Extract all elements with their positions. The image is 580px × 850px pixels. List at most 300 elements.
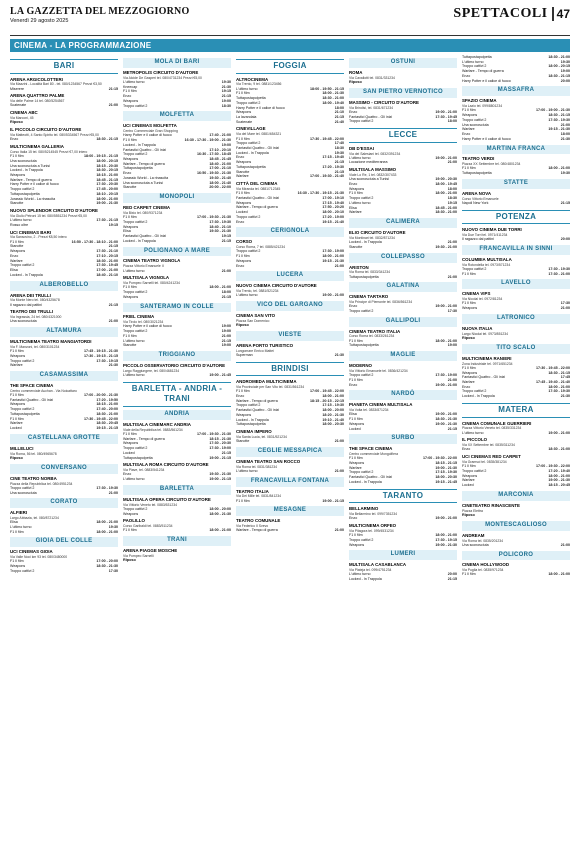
cinema-name: PIANETA CINEMA MULTISALA bbox=[349, 402, 413, 408]
film-title: Stanotte bbox=[10, 201, 24, 206]
showtime-row bbox=[462, 201, 570, 206]
showtime-row bbox=[10, 87, 118, 92]
city-heading: POLICORO bbox=[462, 551, 570, 561]
film-title: Warfare - Tempo di guerra bbox=[236, 398, 278, 403]
film-title: F1 Il film bbox=[123, 138, 137, 143]
show-hours: 17:30 - 20:30 bbox=[209, 441, 231, 446]
city-heading: OSTUNI bbox=[349, 58, 457, 68]
cinema-name: COLUMBIA MULTISALA bbox=[462, 256, 512, 262]
cinema-name: DB D'ESSAI bbox=[349, 145, 374, 151]
cinema-name: BELLARMINO bbox=[349, 506, 379, 512]
film-title: Tuttapostapolpetta bbox=[236, 164, 266, 169]
show-hours: 17:00 - 19:45 - 22:00 bbox=[310, 389, 344, 394]
show-hours: 21:15 bbox=[334, 160, 344, 165]
showtime-row bbox=[236, 293, 344, 298]
film-title: Una sconosciuta a Tunisi bbox=[349, 177, 389, 182]
cinema-name: MULTISALA ROMA CIRCUITO D'AUTORE bbox=[123, 462, 209, 468]
show-hours: 19:00 - 21:15 bbox=[209, 477, 231, 482]
show-hours: 18:30 - 21:15 bbox=[96, 137, 118, 142]
show-hours: 17:00 - 19:30 - 21:40 bbox=[310, 174, 344, 179]
show-hours: 17:50 - 20:20 bbox=[322, 205, 344, 210]
city-heading: SAN PIETRO VERNOTICO bbox=[349, 88, 457, 98]
show-hours: 18:00 - 20:00 bbox=[322, 408, 344, 413]
show-hours: 17:20 - 19:30 bbox=[322, 164, 344, 169]
film-title: Troppo cattivi 2 bbox=[10, 407, 35, 412]
show-hours: 21:00 bbox=[221, 333, 231, 338]
film-title: Troppo cattivi 2 bbox=[349, 373, 374, 378]
cinema-address: Via Volta tel. 0833/871234 bbox=[349, 408, 389, 413]
show-hours: 17:40 - 20:00 bbox=[96, 407, 118, 412]
showtime-row bbox=[349, 516, 457, 521]
film-title: Locked - In Trappola bbox=[462, 394, 495, 399]
cinema-address: Piazza San Domenico bbox=[236, 318, 270, 323]
show-hours: 17:30 bbox=[560, 301, 570, 306]
cinema-name: ARENA DEI TRULLI bbox=[10, 292, 51, 298]
closed-note: Riposo bbox=[462, 335, 475, 340]
show-hours: 18:30 - 21:00 bbox=[548, 55, 570, 59]
cinema-name: TEATRO ITALIA bbox=[236, 488, 269, 494]
film-title: L'ultimo turno bbox=[123, 338, 145, 343]
show-hours: 18:30 - 21:00 bbox=[96, 411, 118, 416]
cinema-address: Via Lazio tel. 099/8801234 bbox=[462, 104, 503, 109]
cinema-address: Corso Roma tel. 0833/261234 bbox=[349, 334, 395, 339]
showtime-row bbox=[349, 309, 457, 314]
film-title: F1 Il film bbox=[462, 572, 476, 577]
show-hours: 18:15 - 21:30 bbox=[209, 436, 231, 441]
city-heading: GALLIPOLI bbox=[349, 317, 457, 327]
show-hours: 19:00 - 21:15 bbox=[322, 498, 344, 503]
show-hours: 20:00 - 22:00 bbox=[209, 185, 231, 190]
showtime-row bbox=[349, 427, 457, 432]
show-hours: 17:30 - 19:15 bbox=[96, 358, 118, 363]
show-hours: 17:30 - 19:45 bbox=[96, 263, 118, 268]
show-hours: 18:00 - 19:40 bbox=[322, 100, 344, 105]
show-hours: 18:20 - 21:30 bbox=[322, 412, 344, 417]
show-hours: 19:15 bbox=[221, 89, 231, 94]
film-title: Enzo bbox=[349, 182, 358, 187]
film-title: Weapons bbox=[10, 402, 26, 407]
show-hours: 18:30 - 20:45 bbox=[96, 421, 118, 426]
film-title: Enzo bbox=[236, 219, 245, 224]
film-title: Miserere bbox=[10, 86, 24, 91]
film-title: Troppo cattivi 2 bbox=[349, 119, 374, 124]
cinema-address: Via Vittorio Emanuele tel. 0836/421234 bbox=[349, 368, 408, 373]
film-title: Enzo bbox=[236, 263, 245, 268]
film-title: L'ultimo turno bbox=[349, 572, 371, 577]
cinema-name: CINE TEATRO NORBA bbox=[10, 475, 57, 481]
showtime-row bbox=[349, 577, 457, 582]
cinema-name: ANDREAM bbox=[462, 532, 485, 538]
cinema-address: Largo Abbazia, tel. 080/8721234 bbox=[10, 515, 59, 520]
city-heading: LUCERA bbox=[236, 271, 344, 281]
film-title: Jurassic World - La rinascita bbox=[10, 196, 56, 201]
cinema-name: TEATRO COMUNALE bbox=[236, 518, 281, 524]
show-hours: 17:30 - 19:45 - 22:00 bbox=[84, 416, 118, 421]
showtime-row bbox=[462, 483, 570, 488]
show-hours: 18:30 - 21:15 bbox=[548, 73, 570, 78]
film-title: Tuttapostapolpetta bbox=[349, 343, 379, 348]
show-hours: 17:30 bbox=[447, 309, 457, 313]
cinema-name: MILLELUCI bbox=[10, 445, 34, 451]
film-title: Locked - In Trappola bbox=[349, 576, 382, 581]
show-hours: 20:00 bbox=[560, 78, 570, 83]
show-hours: 17:30 - 19:15 bbox=[435, 537, 457, 542]
show-hours: 18:30 bbox=[221, 103, 231, 108]
film-title: Stanotte bbox=[10, 244, 24, 249]
film-title: Troppo cattivi 2 bbox=[123, 506, 148, 511]
cinema-name: TEATRO VERDI bbox=[462, 156, 495, 162]
show-hours: 18:00 - 21:00 bbox=[322, 393, 344, 398]
showtime-row bbox=[10, 273, 118, 278]
show-hours: 21:00 bbox=[334, 468, 344, 473]
showtime-row bbox=[10, 103, 118, 108]
show-hours: 16:30 - 17:30 - 19:00 - 21:30 bbox=[184, 138, 231, 143]
showtime-row bbox=[236, 422, 344, 427]
listings-column bbox=[123, 55, 231, 850]
film-title: L'ultimo turno bbox=[10, 524, 32, 529]
cinema-name: NUOVO CINEMA CIRCUITO D'AUTORE bbox=[236, 283, 317, 289]
city-heading: STATTE bbox=[462, 179, 570, 189]
film-title: Troppo cattivi 2 bbox=[10, 568, 35, 573]
cinema-name: PICCOLO OSSERVATORIO CIRCUITO D'AUTORE bbox=[123, 363, 226, 369]
film-title: Locked - In Trappola bbox=[236, 417, 269, 422]
cinema-name: ALFIERI bbox=[10, 510, 28, 516]
show-hours: 19:00 bbox=[447, 343, 457, 348]
cinema-address: Via Brindisi, tel. 0831/671234 bbox=[349, 105, 394, 110]
show-hours: 17:15 - 19:30 bbox=[435, 470, 457, 475]
film-title: Troppo cattivi 2 bbox=[123, 103, 148, 108]
film-title: Fantastici Quattro - Gli inizi bbox=[123, 234, 167, 239]
cinema-name: MULTISALA VIGNOLA bbox=[123, 275, 170, 281]
city-heading: MASSAFRA bbox=[462, 86, 570, 96]
show-hours: 19:00 - 21:00 bbox=[548, 430, 570, 435]
film-title: Warfare bbox=[236, 174, 249, 179]
show-hours: 17:00 - 20:00 bbox=[96, 559, 118, 564]
show-hours: 21:15 bbox=[334, 169, 344, 174]
show-hours: 18:45 - 21:15 bbox=[96, 177, 118, 182]
cinema-address: Via Marconi, 45 bbox=[10, 115, 34, 120]
cinema-address: Via Pitagora tel. 099/4531234 bbox=[349, 528, 394, 533]
show-hours: 21:15 bbox=[221, 238, 231, 243]
film-title: Harry Potter e il calice di fuoco bbox=[123, 324, 172, 329]
showtime-row bbox=[10, 223, 118, 228]
show-hours: 19:30 - 21:00 bbox=[435, 244, 457, 249]
showtime-row bbox=[462, 306, 570, 311]
show-hours: 18:00 - 21:00 bbox=[96, 529, 118, 534]
showtime-row bbox=[123, 373, 231, 378]
film-title: Troppo cattivi 2 bbox=[10, 187, 35, 192]
show-hours: 21:15 bbox=[221, 338, 231, 343]
film-title: Weapons bbox=[236, 110, 252, 115]
listings-banner: CINEMA - LA PROGRAMMAZIONE bbox=[10, 39, 570, 52]
show-hours: 21:00 bbox=[334, 263, 344, 268]
film-title: L'ultimo turno bbox=[462, 59, 484, 64]
show-hours: 17:30 - 19:45 bbox=[435, 114, 457, 119]
cinema-name: METROPOLIS CIRCUITO D'AUTORE bbox=[123, 69, 199, 75]
film-title: Napoli New York bbox=[462, 200, 489, 205]
show-hours: 19:15 - 21:40 bbox=[322, 219, 344, 224]
city-heading: CASTELLANA GROTTE bbox=[10, 434, 118, 444]
film-title: Locked - In Trappola bbox=[123, 142, 156, 147]
film-title: Tuttapostapolpetta bbox=[349, 274, 379, 279]
film-title: F1 Il film bbox=[349, 533, 363, 538]
film-title: Fantastici Quattro - Gli inizi bbox=[123, 147, 167, 152]
film-title: Harry Potter e il calice di fuoco bbox=[462, 136, 511, 141]
city-heading: ALTAMURA bbox=[10, 327, 118, 337]
show-hours: 21:40 bbox=[334, 119, 344, 124]
city-heading: CORATO bbox=[10, 498, 118, 508]
cinema-address: Piazza Vittorio Emanuele II bbox=[123, 264, 164, 269]
show-hours: 18:00 - 20:30 bbox=[435, 475, 457, 480]
cinema-address: Centro commerciale Auchan - Via Noicattaro bbox=[10, 388, 77, 393]
film-title: Harry Potter e il calice di fuoco bbox=[236, 105, 285, 110]
cinema-address: Corso Italia 15 tel. 080/5214545 Prezzi €7,00 intero bbox=[10, 149, 88, 154]
show-hours: 18:30 - 21:00 bbox=[548, 447, 570, 452]
film-title: Warfare bbox=[10, 363, 23, 368]
film-title: Elisa bbox=[10, 520, 18, 525]
show-hours: 19:00 - 21:00 bbox=[435, 155, 457, 160]
film-title: Warfare - Tempo di guerra bbox=[236, 528, 278, 533]
show-hours: 19:00 - 21:00 bbox=[322, 293, 344, 298]
cinema-name: CINEMA TEATRO SAN ROCCO bbox=[236, 458, 301, 464]
city-heading: CASAMASSIMA bbox=[10, 371, 118, 381]
show-hours: 19:00 - 21:45 bbox=[209, 373, 231, 378]
film-title: Enzo bbox=[349, 109, 358, 114]
showtime-row bbox=[10, 201, 118, 206]
cinema-address: Via Federico II Svevo bbox=[236, 524, 269, 529]
show-hours: 19:10 - 21:40 bbox=[322, 417, 344, 422]
film-title: Weapons bbox=[236, 258, 252, 263]
show-hours: 17:30 - 19:45 - 22:00 bbox=[310, 136, 344, 141]
show-hours: 18:00 - 19:50 - 21:15 bbox=[310, 86, 344, 91]
cinema-address: Largo Raggiungere, tel. 080/4681234 bbox=[123, 368, 180, 373]
showtime-row bbox=[123, 269, 231, 274]
showtime-row bbox=[349, 160, 457, 165]
show-hours: 19:00 - 20:30 bbox=[435, 177, 457, 182]
film-title: Troppo cattivi 2 bbox=[462, 117, 487, 122]
film-title: Troppo cattivi 2 bbox=[10, 485, 35, 490]
show-hours: 18:30 - 21:30 bbox=[96, 564, 118, 569]
film-title: Troppo cattivi 2 bbox=[10, 263, 35, 268]
show-hours: 19:15 bbox=[221, 234, 231, 239]
film-title: Stanotte bbox=[123, 185, 137, 190]
show-hours: 18:00 - 21:00 bbox=[548, 572, 570, 577]
showtime-row bbox=[349, 119, 457, 124]
show-hours: 19:15 - 21:45 bbox=[435, 479, 457, 484]
film-title: Fantastici Quattro - Gli inizi bbox=[10, 397, 54, 402]
cinema-name: NUOVA ITALIA bbox=[462, 325, 493, 331]
show-hours: 18:00 - 20:30 bbox=[322, 422, 344, 427]
showtime-row bbox=[462, 447, 570, 452]
film-title: L'ultimo turno bbox=[10, 218, 32, 223]
showtime-row bbox=[462, 572, 570, 577]
film-title: Troppo cattivi 2 bbox=[123, 446, 148, 451]
film-title: Weapons bbox=[462, 370, 478, 375]
show-hours: 21:00 bbox=[560, 306, 570, 311]
show-hours: 20:00 bbox=[447, 572, 457, 577]
film-title: F1 Il film bbox=[10, 349, 24, 354]
show-hours: 18:00 - 21:00 bbox=[209, 285, 231, 290]
film-title: Locked bbox=[123, 450, 135, 455]
film-title: Stanotte bbox=[236, 439, 250, 444]
showtime-row bbox=[462, 543, 570, 548]
show-hours: 19:00 - 21:30 bbox=[96, 201, 118, 206]
film-title: Warfare bbox=[349, 210, 362, 215]
listings-column bbox=[236, 55, 344, 850]
city-heading: TRIGGIANO bbox=[123, 351, 231, 361]
film-title: Troppo cattivi 2 bbox=[123, 219, 148, 224]
cinema-name: IL PICCOLO CIRCUITO D'AUTORE bbox=[10, 127, 82, 133]
cinema-address: Via Montinari tel. 0832/871234 bbox=[349, 235, 395, 240]
film-title: F1 Il film bbox=[10, 392, 24, 397]
city-heading: BARLETTA - ANDRIA - TRANI bbox=[123, 382, 231, 407]
film-title: Fantastici Quattro - Gli inizi bbox=[236, 408, 280, 413]
film-title: F1 Il film bbox=[10, 154, 24, 159]
city-heading: TARANTO bbox=[349, 489, 457, 504]
show-hours: 19:00 bbox=[221, 329, 231, 334]
city-heading: MOLFETTA bbox=[123, 111, 231, 121]
show-hours: 18:15 - 20:30 bbox=[96, 163, 118, 168]
city-heading: MOLA DI BARI bbox=[123, 58, 231, 68]
cinema-address: Largo Nicolai tel. 0973/851234 bbox=[462, 331, 508, 336]
showtime-row bbox=[10, 426, 118, 431]
show-hours: 18:00 - 21:40 bbox=[209, 180, 231, 185]
film-title: Warfare - Tempo di guerra bbox=[123, 436, 165, 441]
cinema-address: Via Tirolo tel. 080/3021234 bbox=[123, 320, 164, 325]
showtime-row bbox=[236, 439, 344, 444]
show-hours: 18:15 - 20:15 - 22:15 bbox=[310, 398, 344, 403]
show-hours: 17:10 - 20:15 bbox=[96, 253, 118, 258]
film-title: F1 Il film bbox=[236, 498, 250, 503]
show-hours: 18:00 - 20:15 bbox=[548, 64, 570, 69]
cinema-name: ARENA PORTO TURISTICO bbox=[236, 342, 294, 348]
showtime-row bbox=[462, 394, 570, 399]
film-title: Enzo bbox=[123, 171, 132, 176]
show-hours: 21:30 bbox=[334, 352, 344, 357]
show-hours: 21:00 bbox=[447, 377, 457, 382]
show-hours: 19:00 bbox=[221, 324, 231, 329]
show-hours: 19:30 bbox=[560, 171, 570, 176]
city-heading: POTENZA bbox=[462, 210, 570, 225]
show-hours: 17:45 bbox=[560, 375, 570, 380]
show-hours: 17:00 - 19:30 - 22:00 bbox=[423, 456, 457, 461]
cinema-name: THE SPACE CINEMA bbox=[349, 446, 393, 452]
show-hours: 17:45 - 19:40 - 21:40 bbox=[536, 380, 570, 385]
cinema-name: CINEMA IMPERO bbox=[236, 429, 272, 435]
city-heading: LECCE bbox=[349, 128, 457, 143]
film-title: Enzo bbox=[462, 73, 471, 78]
film-title: F1 Il film bbox=[236, 389, 250, 394]
cinema-address: Via dei Salesiani tel. 0832/391234 bbox=[349, 151, 401, 156]
film-title: Locked bbox=[462, 483, 474, 488]
city-heading: VICO DEL GARGANO bbox=[236, 301, 344, 311]
show-hours: 21:15 bbox=[221, 450, 231, 455]
film-title: Weapons bbox=[349, 186, 365, 191]
film-title: Troppo cattivi 2 bbox=[349, 196, 374, 201]
show-hours: 18:00 - 21:00 bbox=[322, 254, 344, 259]
film-title: Fantastici Quattro - Gli inizi bbox=[349, 475, 393, 480]
film-title: Enzo bbox=[10, 253, 19, 258]
city-heading: GALATINA bbox=[349, 282, 457, 292]
show-hours: 19:00 - 21:30 bbox=[435, 465, 457, 470]
film-title: Weapons bbox=[236, 160, 252, 165]
cinema-address: Viale Lo Re, 1 tel. 0832/307433 bbox=[349, 173, 397, 178]
film-title: Troppo cattivi 2 bbox=[236, 249, 261, 254]
showtime-row bbox=[123, 239, 231, 244]
cinema-address: Via Giulio Petroni 15 tel. 080/5551234 Prezzi €5,00 bbox=[10, 213, 87, 218]
cinema-name: MULTISALA CASABLANCA bbox=[349, 562, 407, 568]
cinema-address: Via Due Torri tel. 0971/411234 bbox=[462, 233, 508, 238]
cinema-address: Via Sansovino, 2 - Prezzi €8,50 intero bbox=[10, 235, 67, 240]
film-title: F1 Il film bbox=[236, 254, 250, 259]
cinema-address: Corso Vittorio Emanuele bbox=[462, 196, 499, 201]
city-heading: COLLEPASSO bbox=[349, 253, 457, 263]
film-title: Weapons bbox=[349, 460, 365, 465]
film-title: L'ultimo turno bbox=[349, 155, 371, 160]
film-title: Weapons bbox=[123, 511, 139, 516]
cinema-address: Via Ingrassia, 24 tel. 080/4321000 bbox=[10, 315, 62, 320]
listings-column bbox=[462, 55, 570, 850]
city-heading: GIOIA DEL COLLE bbox=[10, 537, 118, 547]
city-heading: CONVERSANO bbox=[10, 464, 118, 474]
film-title: La lavandaia bbox=[236, 115, 257, 120]
film-title: Harry Potter e il calice di fuoco bbox=[10, 182, 59, 187]
show-hours: 18:00 - 21:00 bbox=[96, 196, 118, 201]
city-heading: FRANCAVILLA IN SINNI bbox=[462, 245, 570, 255]
cinema-name: CINEMA VIPS bbox=[462, 291, 491, 297]
closed-note: Riposo bbox=[236, 322, 249, 327]
show-hours: 17:40 bbox=[334, 141, 344, 146]
film-title: Enzo bbox=[462, 447, 471, 452]
cinema-address: Via Valle Noci km 93 tel. 080/3480000 bbox=[10, 555, 68, 560]
show-hours: 19:30 - 21:30 bbox=[209, 472, 231, 477]
film-title: Una sconosciuta bbox=[10, 158, 37, 163]
cinema-address: Via Principe di Piemonte tel. 0836/561234 bbox=[349, 300, 413, 305]
showtime-row bbox=[349, 543, 457, 548]
show-hours: 17:00 - 19:30 - 21:30 bbox=[197, 431, 231, 436]
film-title: Troppo cattivi 2 bbox=[349, 470, 374, 475]
cinema-address: Piazza della Repubblica tel. 080/4951234 bbox=[10, 481, 73, 486]
show-hours: 21:10 bbox=[334, 110, 344, 115]
film-title: Stanotte bbox=[236, 169, 250, 174]
city-heading: LAVELLO bbox=[462, 279, 570, 289]
show-hours: 18:00 - 21:00 bbox=[548, 384, 570, 389]
show-hours: 18:40 - 21:00 bbox=[209, 161, 231, 166]
showtime-row bbox=[462, 137, 570, 142]
show-hours: 17:00 - 21:00 bbox=[96, 268, 118, 273]
cinema-address: Viale della Repubblica tel. 0883/561234 bbox=[123, 427, 183, 432]
film-title: Weapons bbox=[10, 353, 26, 358]
issue-date: Venerdì 29 agosto 2025 bbox=[10, 18, 69, 24]
showtime-row bbox=[462, 171, 570, 176]
city-heading: MAGLIE bbox=[349, 351, 457, 361]
show-hours: 18:40 - 21:10 bbox=[96, 272, 118, 277]
showtime-row bbox=[123, 295, 231, 300]
show-hours: 19:00 - 21:15 bbox=[209, 455, 231, 460]
film-title: F1 Il film bbox=[349, 191, 363, 196]
show-hours: 18:30 bbox=[447, 196, 457, 201]
show-hours: 21:00 bbox=[560, 122, 570, 127]
show-hours: 16:50 - 17:30 - 18:10 - 21:00 bbox=[71, 239, 118, 244]
film-title: Warfare - Tempo di guerra bbox=[462, 69, 504, 74]
film-title: Il ragazzo dai pattini bbox=[462, 237, 494, 242]
film-title: Warfare bbox=[462, 127, 475, 132]
listings-column bbox=[10, 55, 118, 850]
city-heading: LATRONICO bbox=[462, 314, 570, 324]
city-heading: BARI bbox=[10, 59, 118, 74]
cinema-name: MULTICINEMA ORFEO bbox=[349, 522, 397, 528]
showtime-row bbox=[123, 477, 231, 482]
